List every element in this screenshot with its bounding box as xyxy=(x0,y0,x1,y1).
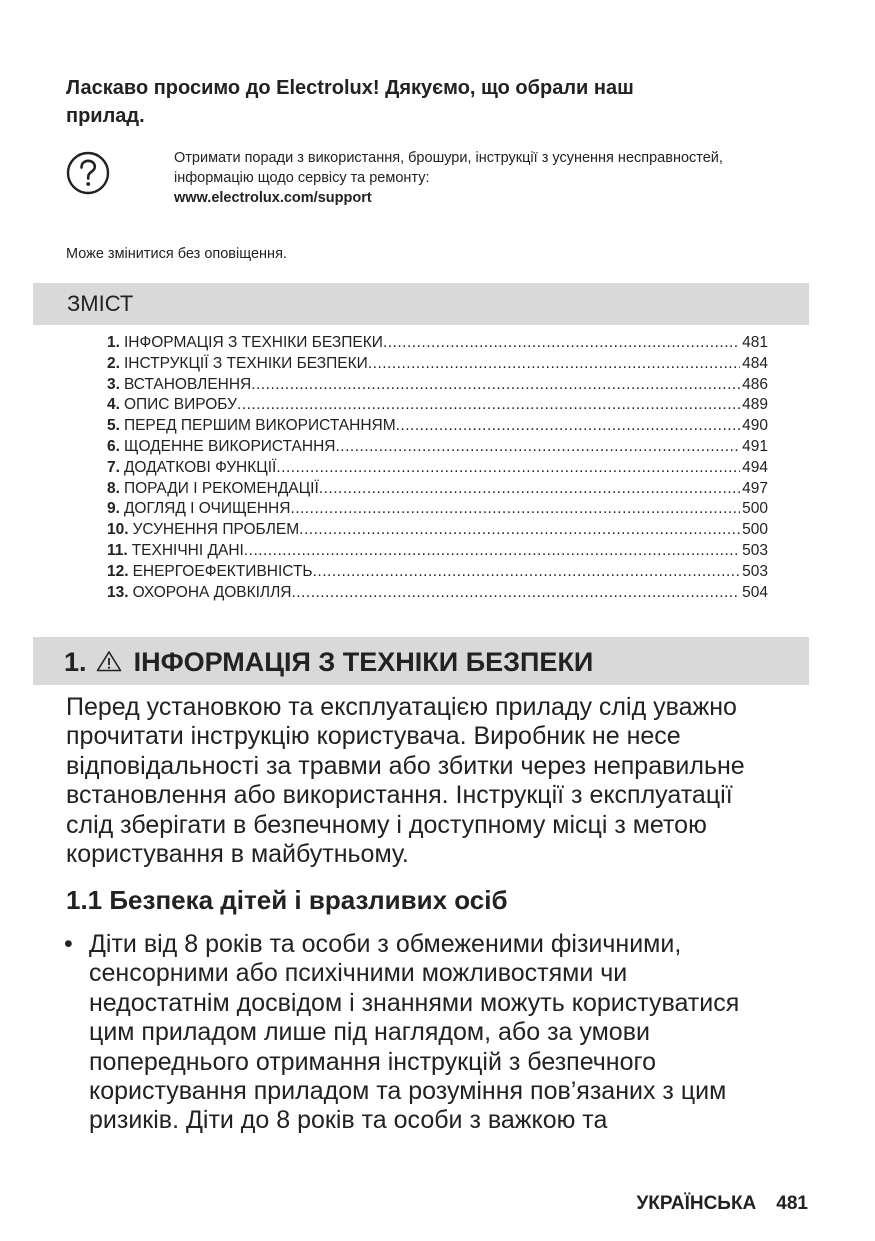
toc-entry-label: ПОРАДИ І РЕКОМЕНДАЦІЇ xyxy=(123,479,319,497)
change-notice: Може змінитися без оповіщення. xyxy=(66,246,287,262)
toc-dot-leader xyxy=(335,437,740,458)
section-number: 1. xyxy=(64,647,87,677)
bullet-line: недостатнім досвідом і знаннями можуть користуватися xyxy=(89,988,740,1017)
toc-entry-environment-concerns[interactable] xyxy=(107,583,768,604)
toc-dot-leader xyxy=(244,541,740,562)
toc-dot-leader xyxy=(313,562,741,583)
toc-entry-installation[interactable] xyxy=(107,375,768,396)
subsection-heading: 1.1 Безпека дітей і вразливих осіб xyxy=(66,885,508,915)
toc-entry-number: 1. xyxy=(107,334,120,351)
toc-entry-page: 490 xyxy=(742,417,768,435)
safety-intro-paragraph xyxy=(66,693,826,869)
welcome-line: прилад. xyxy=(66,105,145,127)
toc-entry-page: 497 xyxy=(742,479,768,497)
toc-entry-hints-and-tips[interactable] xyxy=(107,479,768,500)
bullet-line: ризиків. Діти до 8 років та особи з важкою та xyxy=(89,1106,608,1135)
toc-entry-label: ОХОРОНА ДОВКІЛЛЯ xyxy=(132,583,292,601)
question-circle-icon xyxy=(66,151,110,195)
support-info xyxy=(174,148,824,208)
bullet-line: цим приладом лише під наглядом, або за умови xyxy=(89,1018,650,1047)
toc-entry-page: 503 xyxy=(742,562,768,580)
toc-entry-daily-use[interactable] xyxy=(107,437,768,458)
toc-entry-label: ПЕРЕД ПЕРШИМ ВИКОРИСТАННЯМ xyxy=(123,417,396,435)
toc-entry-number: 5. xyxy=(107,417,120,435)
toc-header-bar xyxy=(33,283,809,325)
toc-entry-care-and-cleaning[interactable] xyxy=(107,499,768,520)
toc-entry-number: 11. xyxy=(107,541,128,559)
toc-entry-number: 13. xyxy=(107,583,129,601)
page-footer xyxy=(636,1192,808,1216)
toc-entry-number: 10. xyxy=(107,521,129,539)
toc-entry-page: 494 xyxy=(742,458,768,476)
toc-entry-page: 489 xyxy=(742,396,768,414)
support-line: Отримати поради з використання, брошури, інструкції з усунення несправностей, xyxy=(174,150,723,166)
toc-entry-label: УСУНЕННЯ ПРОБЛЕМ xyxy=(132,521,300,539)
toc-entry-page: 500 xyxy=(742,500,768,518)
intro-line: відповідальності за травми або збитки через неправильне xyxy=(66,751,745,780)
intro-line: Перед установкою та експлуатацією приладу слід уважно xyxy=(66,693,737,721)
toc-entry-page: 486 xyxy=(742,375,768,393)
toc-dot-leader xyxy=(276,458,740,479)
toc-entry-label: ДОДАТКОВІ ФУНКЦІЇ xyxy=(123,458,277,476)
toc-entry-page: 481 xyxy=(742,334,768,351)
toc-entry-number: 6. xyxy=(107,437,120,455)
toc-dot-leader xyxy=(251,375,740,396)
toc-entry-label: ЩОДЕННЕ ВИКОРИСТАННЯ xyxy=(123,437,336,455)
toc-entry-label: ОПИС ВИРОБУ xyxy=(123,396,237,414)
toc-entry-number: 12. xyxy=(107,562,129,580)
toc-entry-technical-data[interactable] xyxy=(107,541,768,562)
intro-line: користування в майбутньому. xyxy=(66,840,409,869)
toc-list xyxy=(107,333,768,603)
toc-entry-energy-efficiency[interactable] xyxy=(107,562,768,583)
toc-entry-safety-information[interactable] xyxy=(107,333,768,354)
toc-entry-number: 3. xyxy=(107,375,120,393)
toc-dot-leader xyxy=(237,395,740,416)
bullet-point: • xyxy=(64,930,73,958)
section-heading xyxy=(64,646,593,678)
welcome-line: Ласкаво просимо до Electrolux! Дякуємо, що обрали наш xyxy=(66,77,634,99)
toc-entry-number: 9. xyxy=(107,500,120,518)
toc-entry-label: ІНСТРУКЦІЇ З ТЕХНІКИ БЕЗПЕКИ xyxy=(123,354,368,372)
toc-dot-leader xyxy=(383,333,740,354)
toc-dot-leader xyxy=(299,520,740,541)
toc-entry-product-description[interactable] xyxy=(107,395,768,416)
toc-entry-label: ІНФОРМАЦІЯ З ТЕХНІКИ БЕЗПЕКИ xyxy=(123,334,383,351)
intro-line: встановлення або використання. Інструкції з експлуатації xyxy=(66,781,733,810)
bullet-line: попереднього отримання інструкцій з безпечного xyxy=(89,1047,656,1076)
intro-line: слід зберігати в безпечному і доступному місці з метою xyxy=(66,810,707,839)
toc-dot-leader xyxy=(291,583,740,604)
warning-triangle-icon xyxy=(96,650,122,672)
support-link[interactable]: www.electrolux.com/support xyxy=(174,190,372,206)
bullet-paragraph xyxy=(89,930,824,1136)
toc-entry-number: 2. xyxy=(107,354,120,372)
toc-entry-label: ТЕХНІЧНІ ДАНІ xyxy=(131,541,244,559)
toc-entry-number: 7. xyxy=(107,458,120,476)
toc-entry-label: ДОГЛЯД І ОЧИЩЕННЯ xyxy=(123,500,291,518)
toc-dot-leader xyxy=(396,416,741,437)
toc-dot-leader xyxy=(290,499,740,520)
toc-title: ЗМІСТ xyxy=(67,291,134,316)
welcome-heading xyxy=(66,74,786,130)
section-title: ІНФОРМАЦІЯ З ТЕХНІКИ БЕЗПЕКИ xyxy=(133,647,594,677)
bullet-line: сенсорними або психічними можливостями чи xyxy=(89,959,628,988)
toc-entry-number: 4. xyxy=(107,396,120,414)
support-line: інформацію щодо сервісу та ремонту: xyxy=(174,170,430,186)
toc-entry-page: 500 xyxy=(742,521,768,539)
toc-dot-leader xyxy=(368,354,740,375)
toc-entry-troubleshooting[interactable] xyxy=(107,520,768,541)
toc-entry-additional-functions[interactable] xyxy=(107,458,768,479)
toc-entry-label: ВСТАНОВЛЕННЯ xyxy=(123,375,252,393)
toc-entry-page: 484 xyxy=(742,354,768,372)
toc-entry-number: 8. xyxy=(107,479,120,497)
intro-line: прочитати інструкцію користувача. Виробник не несе xyxy=(66,722,681,751)
toc-entry-page: 491 xyxy=(742,437,768,455)
toc-dot-leader xyxy=(319,479,740,500)
bullet-line: користування приладом та розуміння пов’язаних з цим xyxy=(89,1077,727,1106)
toc-entry-safety-instructions[interactable] xyxy=(107,354,768,375)
toc-entry-label: ЕНЕРГОЕФЕКТИВНІСТЬ xyxy=(132,562,313,580)
page-number: 481 xyxy=(776,1193,808,1214)
toc-entry-page: 503 xyxy=(742,541,768,559)
section-header-bar xyxy=(33,637,809,685)
footer-language: УКРАЇНСЬКА xyxy=(636,1193,757,1214)
toc-entry-before-first-use[interactable] xyxy=(107,416,768,437)
toc-entry-page: 504 xyxy=(742,583,768,601)
bullet-line: Діти від 8 років та особи з обмеженими фізичними, xyxy=(89,930,682,958)
